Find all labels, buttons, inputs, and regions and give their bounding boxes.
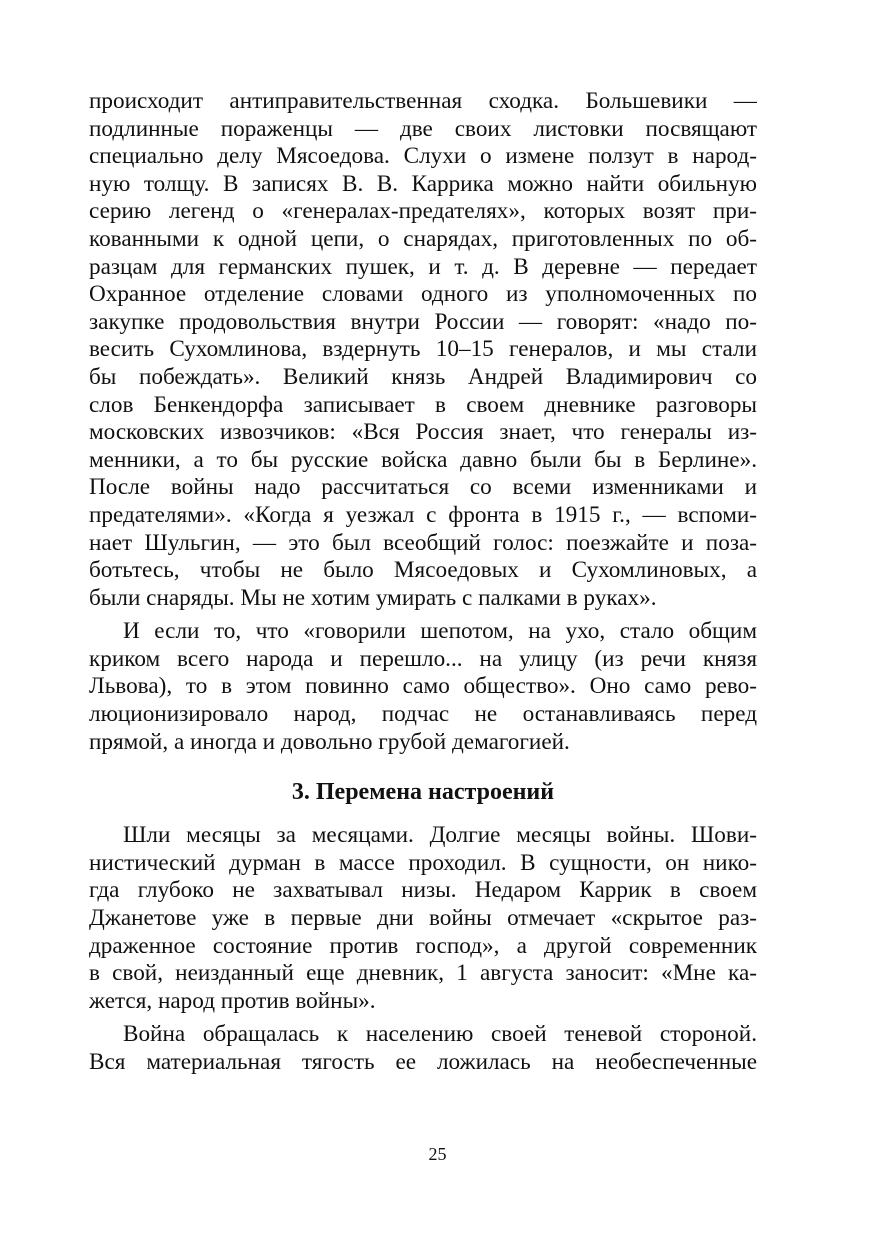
text-line: закупке продовольствия внутри России — говорят: «надо по- <box>89 308 757 335</box>
text-line: предателями». «Когда я уезжал с фронта в 1915 г., — вспоми- <box>89 501 757 528</box>
text-line: в свой, неизданный еще дневник, 1 августа заносит: «Мне ка- <box>89 960 757 987</box>
text-line: жется, народ против войны». <box>89 987 376 1014</box>
text-line: слов Бенкендорфа записывает в своем дневнике разговоры <box>89 391 757 418</box>
text-line: подлинные пораженцы — две своих листовки посвящают <box>89 115 757 142</box>
text-line: Джанетове уже в первые дни войны отмечает «скрытое раз- <box>89 905 757 932</box>
text-line: Вся материальная тягость ее ложилась на необеспеченные <box>89 1049 757 1075</box>
text-line: специально делу Мясоедова. Слухи о измене ползут в народ- <box>89 143 757 170</box>
text-line: гда глубоко не захватывал низы. Недаром Каррик в своем <box>89 877 757 904</box>
text-line: люционизировало народ, подчас не останавливаясь перед <box>89 701 757 728</box>
paragraph <box>89 618 757 756</box>
text-line: драженное состояние против господ», а другой современник <box>89 932 757 959</box>
text-line: нистический дурман в массе проходил. В сущности, он нико- <box>89 849 757 876</box>
paragraph <box>89 822 757 1015</box>
text-line: криком всего народа и перешло... на улицу (из речи князя <box>89 645 757 672</box>
text-line: ную толщу. В записях В. В. Каррика можно найти обильную <box>89 170 757 197</box>
paragraph <box>89 88 757 612</box>
text-line: менники, а то бы русские войска давно были бы в Берлине». <box>89 446 757 473</box>
text-line: московских извозчиков: «Вся Россия знает, что генералы из- <box>89 419 757 446</box>
text-line: были снаряды. Мы не хотим умирать с палками в руках». <box>89 584 657 611</box>
text-line: Охранное отделение словами одного из уполномоченных по <box>89 281 757 308</box>
text-line: После войны надо рассчитаться со всеми изменниками и <box>89 474 757 501</box>
text-line: Шли месяцы за месяцами. Долгие месяцы войны. Шови- <box>123 822 757 849</box>
text-line: происходит антиправительственная сходка. Большевики — <box>89 88 757 114</box>
text-line: Война обращалась к населению своей теневой стороной. <box>123 1021 757 1048</box>
text-line: прямой, а иногда и довольно грубой демагогией. <box>89 728 570 755</box>
paragraph <box>89 1021 757 1076</box>
text-line: разцам для германских пушек, и т. д. В деревне — передает <box>89 253 757 280</box>
text-line: бы побеждать». Великий князь Андрей Владимирович со <box>89 363 757 390</box>
text-line: И если то, что «говорили шепотом, на ухо, стало общим <box>123 618 757 645</box>
page-body <box>89 88 757 1077</box>
text-line: весить Сухомлинова, вздернуть 10–15 генералов, и мы стали <box>89 336 757 363</box>
text-line: серию легенд о «генералах-предателях», которых возят при- <box>89 198 757 225</box>
text-line: Львова), то в этом повинно само общество». Оно само рево- <box>89 673 757 700</box>
page-number: 25 <box>428 1144 447 1164</box>
text-line: кованными к одной цепи, о снарядах, приготовленных по об- <box>89 225 757 252</box>
section-heading: 3. Перемена настроений <box>291 779 555 806</box>
text-line: ботьтесь, чтобы не было Мясоедовых и Сухомлиновых, а <box>89 557 757 584</box>
text-line: нает Шульгин, — это был всеобщий голос: поезжайте и поза- <box>89 529 757 556</box>
